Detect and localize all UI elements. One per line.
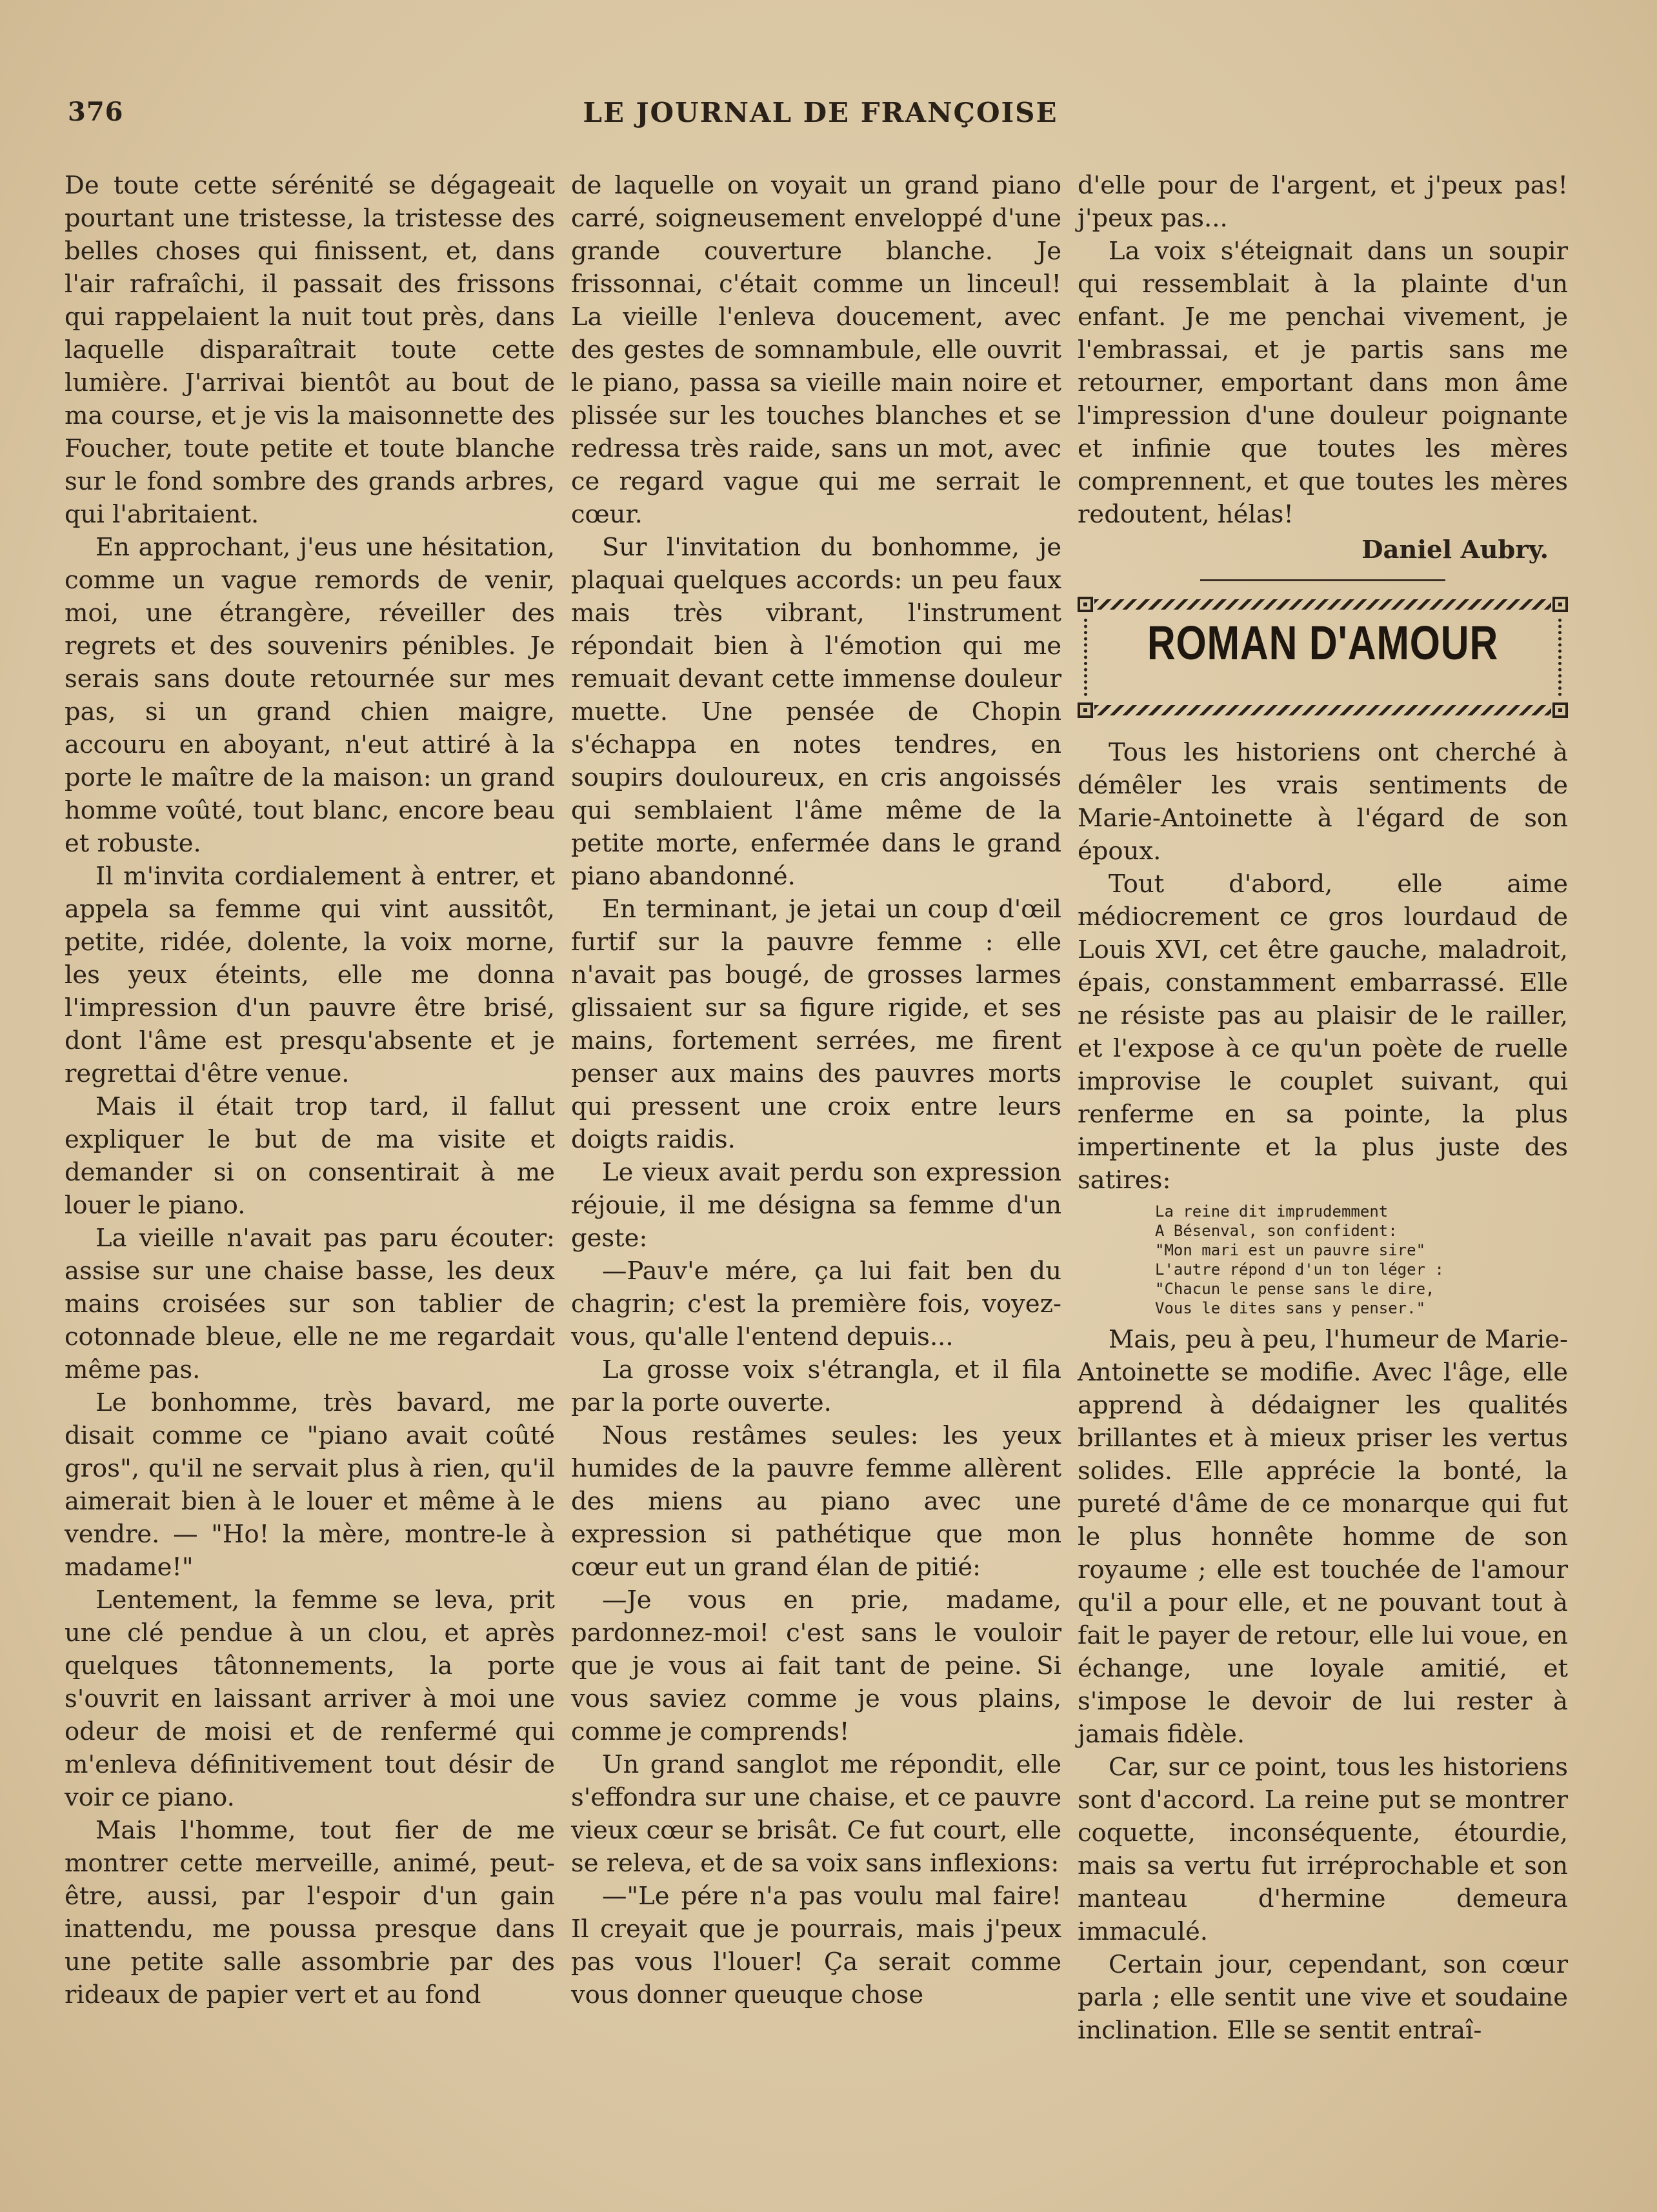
paragraph: En approchant, j'eus une hésitation, comme un vague remords de venir, moi, une étrangère, réveiller des regrets et des souvenirs pénibles. Je serais sans doute retournée sur mes pas, si un grand chien maigre, accouru en aboyant, n'eut attiré à la porte le maître de la maison: un grand homme voûté, tout blanc, encore beau et robuste. [65, 533, 555, 858]
paragraph: Mais l'homme, tout fier de me montrer cette merveille, animé, peut-être, aussi, par l'espoir d'un gain inattendu, me poussa presque dans une petite salle assombrie par des rideaux de papier vert et au fond [65, 1816, 555, 2009]
page-header [68, 97, 1573, 142]
paragraph: —Je vous en prie, madame, pardonnez-moi! c'est sans le vouloir que je vous ai fait tant de peine. Si vous saviez comme je vous plains, comme je comprends! [571, 1586, 1061, 1746]
banner-corner-ornament [1552, 702, 1568, 718]
column-3 [1078, 169, 1568, 2047]
separator-rule [1200, 579, 1445, 581]
banner-corner-ornament [1078, 702, 1093, 718]
author-signature: Daniel Aubry. [1361, 535, 1549, 564]
section-banner [1078, 593, 1568, 722]
column-1 [65, 169, 555, 2011]
paragraph: d'elle pour de l'argent, et j'peux pas! j'peux pas... [1078, 171, 1568, 233]
paragraph: Il m'invita cordialement à entrer, et appela sa femme qui vint aussitôt, petite, ridée, dolente, la voix morne, les yeux éteints, elle me donna l'impression d'un pauvre être brisé, dont l'âme est presqu'absente et je regrettai d'être venue. [65, 862, 555, 1088]
paragraph: Le bonhomme, très bavard, me disait comme ce "piano avait coûté gros", qu'il ne servait plus à rien, qu'il aimerait bien à le louer et même à le vendre. — "Ho! la mère, montre-le à madame!" [65, 1388, 555, 1582]
banner-border-right [1558, 619, 1562, 696]
journal-title: LE JOURNAL DE FRANÇOISE [583, 97, 1058, 128]
paragraph: Sur l'invitation du bonhomme, je plaquai quelques accords: un peu faux mais très vibrant, l'instrument répondait bien à l'émotion qui me remuait devant cette immense douleur muette. Une pensée de Chopin s'échappa en notes tendres, en soupirs douloureux, en cris angoissés qui semblaient l'âme même de la petite morte, enfermée dans le grand piano abandonné. [571, 533, 1061, 891]
banner-border-bottom [1094, 705, 1551, 715]
poem-line: L'autre répond d'un ton léger : [1155, 1260, 1444, 1279]
section-title: ROMAN D'AMOUR [1147, 616, 1499, 670]
paragraph: Lentement, la femme se leva, prit une clé pendue à un clou, et après quelques tâtonnements, la porte s'ouvrit en laissant arriver à moi une odeur de moisi et de renfermé qui m'enleva définitivement tout désir de voir ce piano. [65, 1586, 555, 1812]
paragraph: La grosse voix s'étrangla, et il fila par la porte ouverte. [571, 1355, 1061, 1417]
poem-line: "Mon mari est un pauvre sire" [1155, 1241, 1426, 1259]
poem-line: A Bésenval, son confident: [1155, 1222, 1398, 1240]
paragraph: De toute cette sérénité se dégageait pourtant une tristesse, la tristesse des belles choses qui finissent, et, dans l'air rafraîchi, il passait des frissons qui rappelaient la nuit tout près, dans laquelle disparaîtrait toute cette lumière. J'arrivai bientôt au bout de ma course, et je vis la maisonnette des Foucher, toute petite et toute blanche sur le fond sombre des grands arbres, qui l'abritaient. [65, 171, 555, 529]
paragraph: Un grand sanglot me répondit, elle s'effondra sur une chaise, et ce pauvre vieux cœur se brisât. Ce fut court, elle se releva, et de sa voix sans inflexions: [571, 1750, 1061, 1878]
page-number: 376 [68, 97, 124, 127]
paragraph: —Pauv'e mére, ça lui fait ben du chagrin; c'est la première fois, voyez-vous, qu'alle l'entend depuis... [571, 1257, 1061, 1351]
poem-quote [1155, 1202, 1568, 1318]
paragraph: En terminant, je jetai un coup d'œil furtif sur la pauvre femme : elle n'avait pas bougé, de grosses larmes glissaient sur sa figure rigide, et ses mains, fortement serrées, me firent penser aux mains des pauvres morts qui pressent une croix entre leurs doigts raidis. [571, 895, 1061, 1154]
paragraph: Tous les historiens ont cherché à démêler les vrais sentiments de Marie-Antoinette à l'égard de son époux. [1078, 738, 1568, 866]
banner-corner-ornament [1078, 597, 1093, 612]
paragraph: Tout d'abord, elle aime médiocrement ce gros lourdaud de Louis XVI, cet être gauche, maladroit, épais, constamment embarrassé. Elle ne résiste pas au plaisir de le railler, et l'expose à ce qu'un poète de ruelle improvise le couplet suivant, qui renferme en sa pointe, la plus impertinente et la plus juste des satires: [1078, 870, 1568, 1195]
poem-line: "Chacun le pense sans le dire, [1155, 1280, 1435, 1298]
paragraph: Car, sur ce point, tous les historiens sont d'accord. La reine put se montrer coquette, inconséquente, étourdie, mais sa vertu fut irréprochable et son manteau d'hermine demeura immaculé. [1078, 1753, 1568, 1946]
paragraph: Mais il était trop tard, il fallut expliquer le but de ma visite et demander si on consentirait à me louer le piano. [65, 1092, 555, 1220]
banner-corner-ornament [1552, 597, 1568, 612]
paragraph: Mais, peu à peu, l'humeur de Marie-Antoinette se modifie. Avec l'âge, elle apprend à dédaigner les qualités brillantes et à mieux priser les vertus solides. Elle apprécie la bonté, la pureté d'âme de ce monarque qui fut le plus honnête homme de son royaume ; elle est touchée de l'amour qu'il a pour elle, et ne pouvant tout à fait le payer de retour, elle lui voue, en échange, une loyale amitié, et s'impose le devoir de lui rester à jamais fidèle. [1078, 1325, 1568, 1749]
paragraph: de laquelle on voyait un grand piano carré, soigneusement enveloppé d'une grande couverture blanche. Je frissonnai, c'était comme un linceul! La vieille l'enleva doucement, avec des gestes de somnambule, elle ouvrit le piano, passa sa vieille main noire et plissée sur les touches blanches et se redressa très raide, sans un mot, avec ce regard vague qui me serrait le cœur. [571, 171, 1061, 529]
paragraph: Certain jour, cependant, son cœur parla ; elle sentit une vive et soudaine inclination. Elle se sentit entraî- [1078, 1950, 1568, 2045]
paragraph: La voix s'éteignait dans un soupir qui ressemblait à la plainte d'un enfant. Je me penchai vivement, je l'embrassai, et je partis sans me retourner, emportant dans mon âme l'impression d'une douleur poignante et infinie que toutes les mères comprennent, et que toutes les mères redoutent, hélas! [1078, 237, 1568, 529]
banner-border-left [1084, 619, 1087, 696]
poem-line: Vous le dites sans y penser." [1155, 1299, 1426, 1317]
column-2 [571, 169, 1061, 2011]
paragraph: Le vieux avait perdu son expression réjouie, il me désigna sa femme d'un geste: [571, 1158, 1061, 1253]
banner-border-top [1094, 599, 1551, 610]
poem-line: La reine dit imprudemment [1155, 1202, 1389, 1221]
paragraph: La vieille n'avait pas paru écouter: assise sur une chaise basse, les deux mains croisées sur son tablier de cotonnade bleue, elle ne me regardait même pas. [65, 1224, 555, 1384]
paragraph: —"Le pére n'a pas voulu mal faire! Il creyait que je pourrais, mais j'peux pas vous l'louer! Ça serait comme vous donner queuque chose [571, 1882, 1061, 2009]
paragraph: Nous restâmes seules: les yeux humides de la pauvre femme allèrent des miens au piano avec une expression si pathétique que mon cœur eut un grand élan de pitié: [571, 1421, 1061, 1582]
